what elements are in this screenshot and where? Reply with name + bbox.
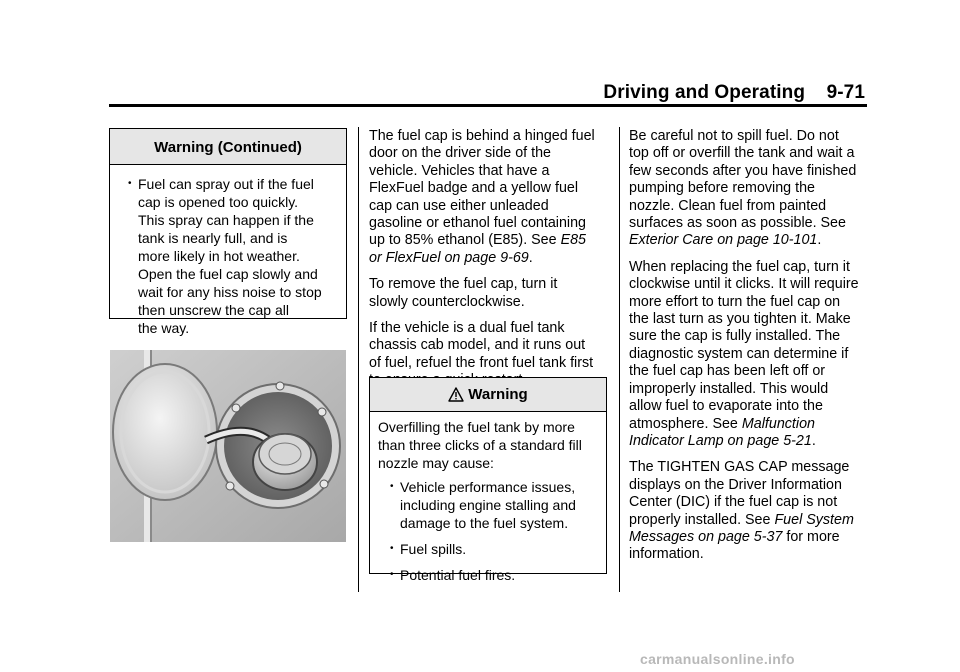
page-number: 9-71	[826, 82, 865, 103]
fuel-door-illustration	[110, 350, 346, 542]
column-divider-2	[619, 127, 620, 592]
bullet-icon: •	[390, 543, 394, 554]
warning-continued-text: Fuel can spray out if the fuel cap is opened too quickly. This spray can happen if the tank is nearly full, and is more likely in hot weather. Open the fuel cap slowly and wait for any hiss noise to stop then unscrew the cap all the way.	[138, 176, 322, 336]
column-divider-1	[358, 127, 359, 592]
list-item	[128, 175, 336, 337]
reference-link-malfunction-lamp[interactable]: Malfunction Indicator Lamp on page 5-21	[629, 415, 815, 449]
section-title: Driving and Operating	[603, 82, 806, 103]
paragraph: Be careful not to spill fuel. Do not top off or overfill the tank and wait a few seconds after you have finished pumping before removing the nozzle. Clean fuel from painted surfaces as soon as possible. See Exterior Care on page 10-101.	[629, 128, 857, 249]
paragraph: If the vehicle is a dual fuel tank chassis cab model, and it runs out of fuel, refuel the front fuel tank first	[369, 320, 594, 371]
column-2-text	[369, 128, 609, 399]
bullet-icon: •	[128, 178, 132, 189]
warning-continued-box	[109, 128, 347, 336]
reference-link-exterior-care[interactable]: Exterior Care on page 10-101	[629, 232, 818, 249]
list-item: • Fuel spills.	[390, 541, 467, 557]
warning-title: Warning	[370, 378, 606, 412]
paragraph: The TIGHTEN GAS CAP message displays on the Driver Information Center (DIC) if the fuel cap is not properly installed. See Fuel System Messages on page 5-37 for more information.	[629, 459, 854, 563]
column-3-text	[629, 128, 874, 573]
list-item: • Potential fuel fires.	[390, 567, 516, 583]
warning-triangle-icon	[448, 387, 464, 402]
reference-link-e85[interactable]: E85 or FlexFuel on page 9-69	[369, 232, 587, 266]
paragraph: To remove the fuel cap, turn it slowly counterclockwise.	[369, 276, 558, 310]
warning-continued-title: Warning (Continued)	[110, 129, 346, 165]
reference-link-fuel-system-messages[interactable]: Fuel System Messages on page 5-37	[629, 511, 854, 545]
bullet-icon: •	[390, 481, 394, 492]
warning-intro: Overfilling the fuel tank by more than three clicks of a standard fill nozzle may cause:	[378, 419, 582, 471]
paragraph: The fuel cap is behind a hinged fuel door on the driver side of the vehicle. Vehicles that have a FlexFuel badge and a yellow fuel cap can use either unleaded gasoline or ethanol fuel containing up to 85% ethanol (E85). See E85 or FlexFuel on page 9-69.	[369, 128, 595, 266]
watermark: carmanualsonline.info	[640, 651, 795, 667]
header-rule	[109, 104, 867, 107]
paragraph: When replacing the fuel cap, turn it clockwise until it clicks. It will require more effort to turn the fuel cap on the last turn as you tighten it. Make sure the cap is fully installed. The diagnostic system can determine if the fuel cap has been left off or improperly installed. This would allow fuel to evaporate into the atmosphere. See Malfunction Indicator Lamp on page 5-21.	[629, 258, 859, 449]
bullet-icon: •	[390, 569, 394, 580]
page-header	[603, 82, 865, 104]
list-item: • Vehicle performance issues, including engine stalling and damage to the fuel system.	[390, 479, 576, 531]
warning-box	[369, 377, 607, 583]
